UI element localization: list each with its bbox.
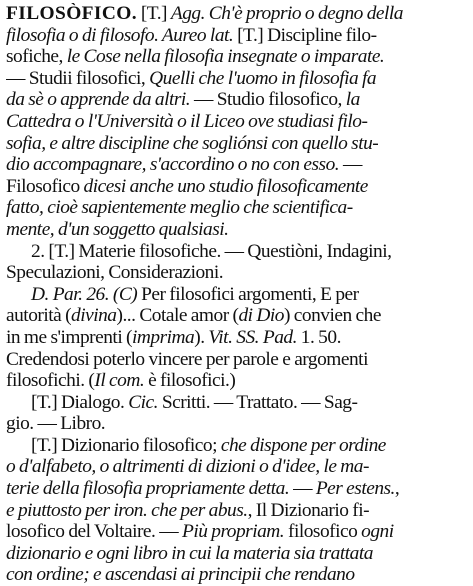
roman-text: filosofico	[284, 521, 362, 543]
text-line	[6, 46, 469, 68]
italic-text: Per estens.	[315, 478, 395, 500]
roman-text: [T.] Dialogo.	[31, 391, 129, 413]
roman-text: [T.] Dizionario filosofico;	[31, 434, 221, 456]
text-line	[6, 500, 469, 522]
italic-text: Cic.	[128, 391, 158, 413]
text-line	[6, 3, 469, 25]
italic-text: Agg. Ch'è proprio o degno della	[170, 3, 403, 24]
roman-text: Speculazioni, Considerazioni.	[6, 262, 224, 284]
text-line	[6, 154, 469, 176]
italic-text: sofia, e altre discipline che sogliónsi con quello stu-	[6, 132, 379, 154]
text-line	[6, 111, 469, 133]
roman-text: Credendosi poterlo vincere per parole e argomenti	[6, 348, 368, 370]
text-line	[6, 176, 469, 198]
roman-text: , Il Dizionario fi-	[247, 499, 370, 521]
roman-text: — Studii filosofici,	[6, 67, 150, 89]
italic-text: fatto, cioè sapientemente meglio che scientifica-	[6, 197, 353, 219]
italic-text: Il com.	[94, 370, 145, 392]
italic-text: ogni	[361, 521, 394, 543]
roman-text: [T.] Discipline filo-	[233, 24, 377, 46]
text-line	[6, 564, 469, 586]
text-line	[6, 197, 469, 219]
roman-text: 1. 50.	[296, 326, 341, 348]
dictionary-entry-filosofico	[6, 3, 469, 586]
italic-text: dicesi anche uno studio filosoficamente	[83, 175, 368, 197]
text-line	[6, 478, 469, 500]
roman-text: filosofichi. (	[6, 370, 95, 392]
roman-text: —	[339, 154, 362, 176]
text-line	[6, 89, 469, 111]
italic-text: le Cose nella filosofia insegnate o imparate.	[66, 46, 385, 68]
roman-text: Filosofico	[6, 175, 84, 197]
text-line	[6, 456, 469, 478]
text-line	[6, 521, 469, 543]
roman-text: Scritti. — Trattato. — Sag-	[157, 391, 358, 413]
italic-text: D. Par. 26. (C)	[31, 283, 138, 305]
text-line	[6, 305, 469, 327]
italic-text: e piuttosto per iron. che per abus.	[6, 499, 248, 521]
text-line	[6, 413, 469, 435]
roman-text: autorità (	[6, 305, 72, 327]
text-line	[6, 262, 469, 284]
roman-text: Per filosofici argomenti, E per	[137, 283, 359, 305]
italic-text: terie della filosofia propriamente detta.	[6, 478, 290, 500]
roman-text: —	[289, 478, 316, 500]
roman-text: — Studio filosofico,	[190, 89, 346, 111]
roman-text: [T.]	[137, 3, 171, 24]
roman-text: losofico del Voltaire. —	[6, 521, 182, 543]
italic-text: Più propriam.	[181, 521, 285, 543]
roman-text: in me s'imprenti (	[6, 326, 133, 348]
text-line	[6, 349, 469, 371]
italic-text: dizionario e ogni libro in cui la materia sia trattata	[6, 542, 373, 564]
italic-text: di Dio	[238, 305, 284, 327]
text-line	[6, 370, 469, 392]
italic-text: o d'alfabeto, o altrimenti di dizioni o d'idee, le ma-	[6, 456, 369, 478]
italic-text: imprima	[132, 326, 195, 348]
roman-text: 2. [T.] Materie filosofiche. — Questiòni, Indagini,	[31, 240, 392, 262]
roman-text: gio. — Libro.	[6, 413, 106, 435]
italic-text: da sè o apprende da altri.	[6, 89, 191, 111]
headword: FILOSÒFICO.	[6, 3, 137, 24]
italic-text: con ordine; e ascendasi ai principii che rendano	[6, 564, 355, 586]
roman-text: ) convien che	[284, 305, 381, 327]
italic-text: che dispone per ordine	[220, 434, 386, 456]
italic-text: Vit. SS. Pad.	[208, 326, 297, 348]
roman-text: ).	[194, 326, 209, 348]
roman-text: ,	[394, 478, 400, 500]
roman-text: è filosofici.)	[144, 370, 236, 392]
italic-text: la	[345, 89, 360, 111]
text-line	[6, 68, 469, 90]
text-line	[6, 327, 469, 349]
text-line	[6, 435, 469, 457]
italic-text: dio accompagnare, s'accordino o no con esso.	[6, 154, 340, 176]
text-line	[6, 25, 469, 47]
italic-text: Cattedra o l'Università o il Liceo ove studiasi filo-	[6, 110, 368, 132]
italic-text: filosofia o di filosofo. Aureo lat.	[6, 24, 234, 46]
text-line	[6, 543, 469, 565]
italic-text: Quelli che l'uomo in filosofia fa	[149, 67, 377, 89]
roman-text: sofiche,	[6, 46, 67, 68]
text-line	[6, 284, 469, 306]
italic-text: mente, d'un soggetto qualsiasi.	[6, 218, 229, 240]
italic-text: divina	[71, 305, 117, 327]
text-line	[6, 133, 469, 155]
text-line	[6, 241, 469, 263]
text-line	[6, 219, 469, 241]
roman-text: )... Cotale amor (	[116, 305, 239, 327]
text-line	[6, 392, 469, 414]
